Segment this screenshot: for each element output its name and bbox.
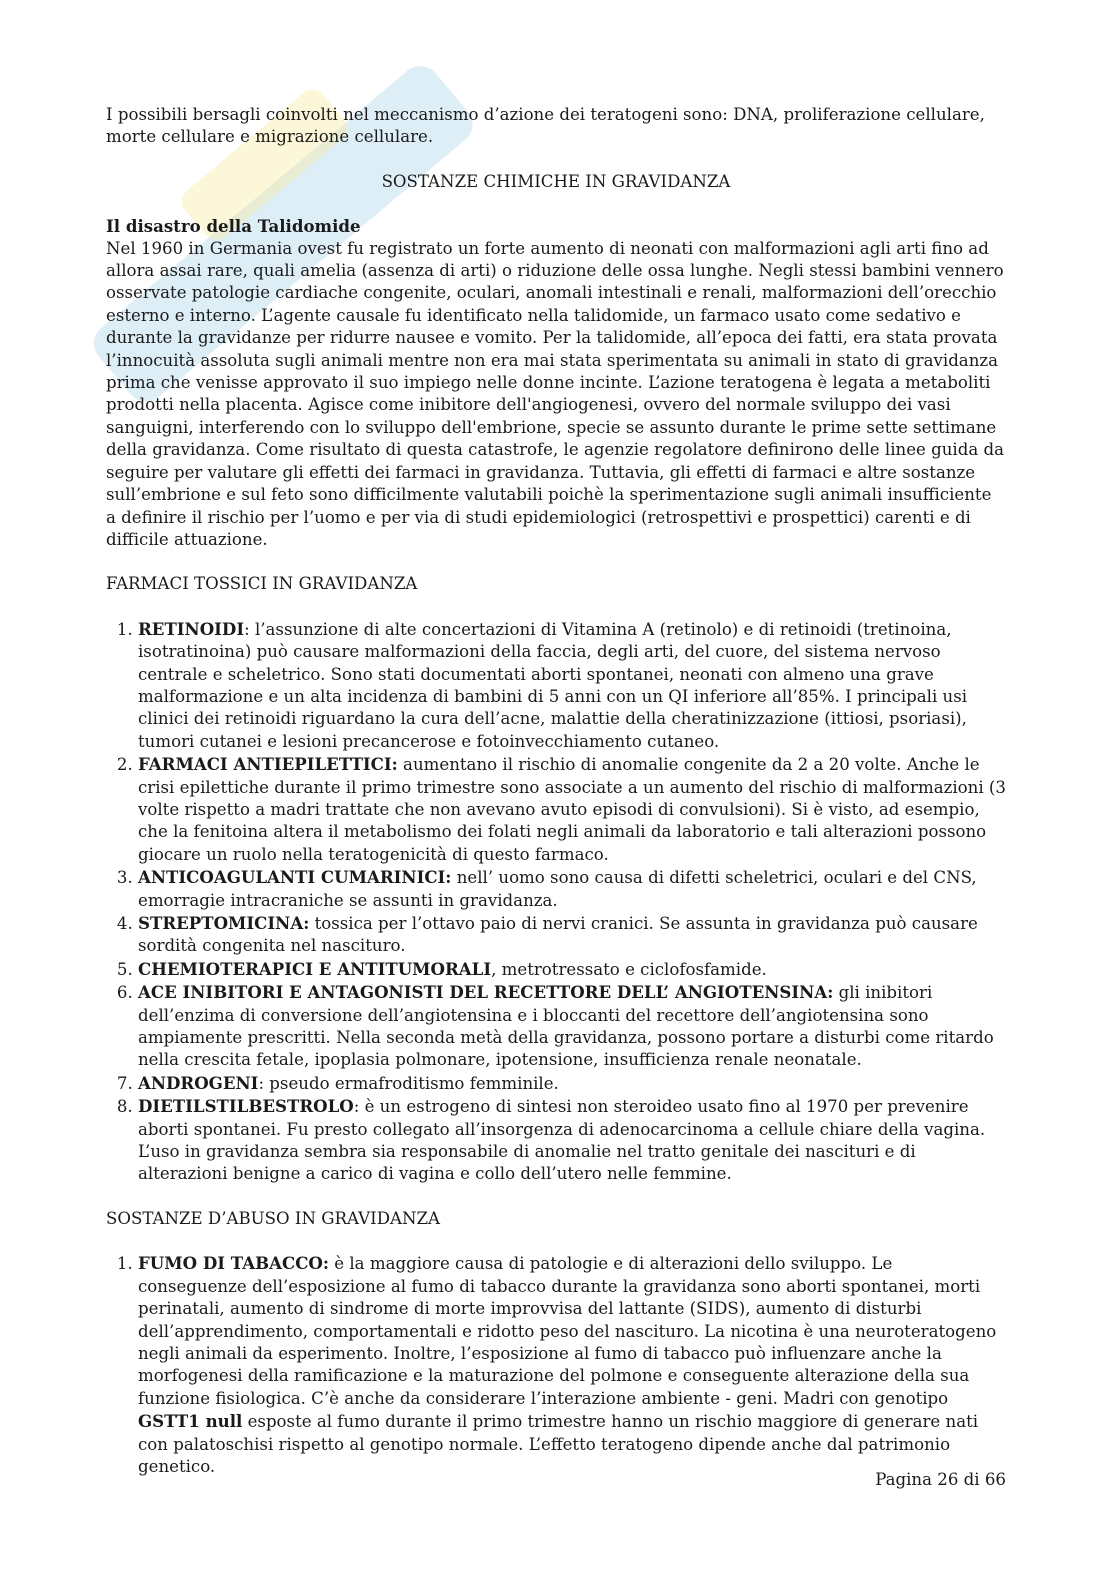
list-item: 6. ACE INIBITORI E ANTAGONISTI DEL RECETTORE DELL’ ANGIOTENSINA: gli inibitori dell’enzima di conversione dell’angiotensina e i bloccanti del recettore dell’angiotensina sono ampiamente prescritti. Nella seconda metà della gravidanza, possono portare a disturbi come ritardo nella crescita fetale, ipoplasia polmonare, ipotensione, insufficienza renale neonatale. [138,981,1006,1072]
list-item: 1. FUMO DI TABACCO: è la maggiore causa di patologie e di alterazioni dello sviluppo. Le conseguenze dell’esposizione al fumo di tabacco durante la gravidanza sono aborti spontanei, morti perinatali, aumento di sindrome di morte improvvisa del lattante (SIDS), aumento di disturbi dell’apprendimento, comportamentali e ridotto peso del nascituro. La nicotina è una neuroteratogeno negli animali da esperimento. Inoltre, l’esposizione al fumo di tabacco può influenzare anche la morfogenesi della ramificazione e la maturazione del polmone e conseguente alterazione della sua funzione fisiologica. C’è anche da considerare l’interazione ambiente - geni. Madri con genotipo GSTT1 null esposte al fumo durante il primo trimestre hanno un rischio maggiore di generare nati con palatoschisi rispetto al genotipo normale. L’effetto teratogeno dipende anche dal patrimonio genetico. [138,1252,1006,1478]
list-item: 2. FARMACI ANTIEPILETTICI: aumentano il rischio di anomalie congenite da 2 a 20 volte. Anche le crisi epilettiche durante il primo trimestre sono associate a un aumento del rischio di malformazioni (3 volte rispetto a madri trattate che non avevano avuto episodi di convulsioni). Si è visto, ad esempio, che la fenitoina altera il metabolismo dei folati negli animali da laboratorio e tali alterazioni possono giocare un ruolo nella teratogenicità di questo farmaco. [138,753,1006,866]
intro-paragraph: I possibili bersagli coinvolti nel meccanismo d’azione dei teratogeni sono: DNA, proliferazione cellulare, morte cellulare e migrazione cellulare. [106,105,985,147]
drugs-section-title: FARMACI TOSSICI IN GRAVIDANZA [106,574,418,594]
abuse-list [106,1252,1006,1478]
thalidomide-heading: Il disastro della Talidomide [106,216,361,237]
list-item: 5. CHEMIOTERAPICI E ANTITUMORALI, metrotressato e ciclofosfamide. [138,958,1006,981]
main-section-title: SOSTANZE CHIMICHE IN GRAVIDANZA [381,171,731,191]
document-page [106,104,1006,1478]
list-item: 7. ANDROGENI: pseudo ermafroditismo femminile. [138,1072,1006,1095]
list-item: 4. STREPTOMICINA: tossica per l’ottavo paio di nervi cranici. Se assunta in gravidanza può causare sordità congenita nel nascituro. [138,912,1006,958]
abuse-section-title: SOSTANZE D’ABUSO IN GRAVIDANZA [106,1208,441,1228]
thalidomide-paragraph: Nel 1960 in Germania ovest fu registrato un forte aumento di neonati con malformazioni agli arti fino ad allora assai rare, quali amelia (assenza di arti) o riduzione delle ossa lunghe. Negli stessi bambini vennero osservate patologie cardiache congenite, oculari, anomali intestinali e renali, malformazioni dell’orecchio esterno e interno. L’agente causale fu identificato nella talidomide, un farmaco usato come sedativo e durante la gravidanze per ridurre nausee e vomito. Per la talidomide, all’epoca dei fatti, era stata provata l’innocuità assoluta sugli animali mentre non era mai stata sperimentata su animali in stato di gravidanza prima che venisse approvato il suo impiego nelle donne incinte. L’azione teratogena è legata a metaboliti prodotti nella placenta. Agisce come inibitore dell'angiogenesi, ovvero del normale sviluppo dei vasi sanguigni, interferendo con lo sviluppo dell'embrione, specie se assunto durante le prime sette settimane della gravidanza. Come risultato di questa catastrofe, le agenzie regolatore definirono delle linee guida da seguire per valutare gli effetti dei farmaci in gravidanza. Tuttavia, gli effetti di farmaci e altre sostanze sull’embrione e sul feto sono difficilmente valutabili poichè la sperimentazione sugli animali insufficiente a definire il rischio per l’uomo e per via di studi epidemiologici (retrospettivi e prospettici) carenti e di difficile attuazione. [106,238,1005,549]
list-item: 1. RETINOIDI: l’assunzione di alte concertazioni di Vitamina A (retinolo) e di retinoidi (tretinoina, isotratinoina) può causare malformazioni della faccia, degli arti, del cuore, del sistema nervoso centrale e scheletrico. Sono stati documentati aborti spontanei, neonati con almeno una grave malformazione e un alta incidenza di bambini di 5 anni con un QI inferiore all’85%. I principali usi clinici dei retinoidi riguardano la cura dell’acne, malattie della cheratinizzazione (ittiosi, psoriasi), tumori cutanei e lesioni precancerose e fotoinvecchiamento cutaneo. [138,618,1006,753]
drugs-list [106,618,1006,1186]
list-item: 3. ANTICOAGULANTI CUMARINICI: nell’ uomo sono causa di difetti scheletrici, oculari e del CNS, emorragie intracraniche se assunti in gravidanza. [138,866,1006,912]
page-number: Pagina 26 di 66 [875,1470,1006,1489]
list-item: 8. DIETILSTILBESTROLO: è un estrogeno di sintesi non steroideo usato fino al 1970 per prevenire aborti spontanei. Fu presto collegato all’insorgenza di adenocarcinoma a cellule chiare della vagina. L’uso in gravidanza sembra sia responsabile di anomalie nel tratto genitale dei nascituri e di alterazioni benigne a carico di vagina e collo dell’utero nelle femmine. [138,1095,1006,1186]
